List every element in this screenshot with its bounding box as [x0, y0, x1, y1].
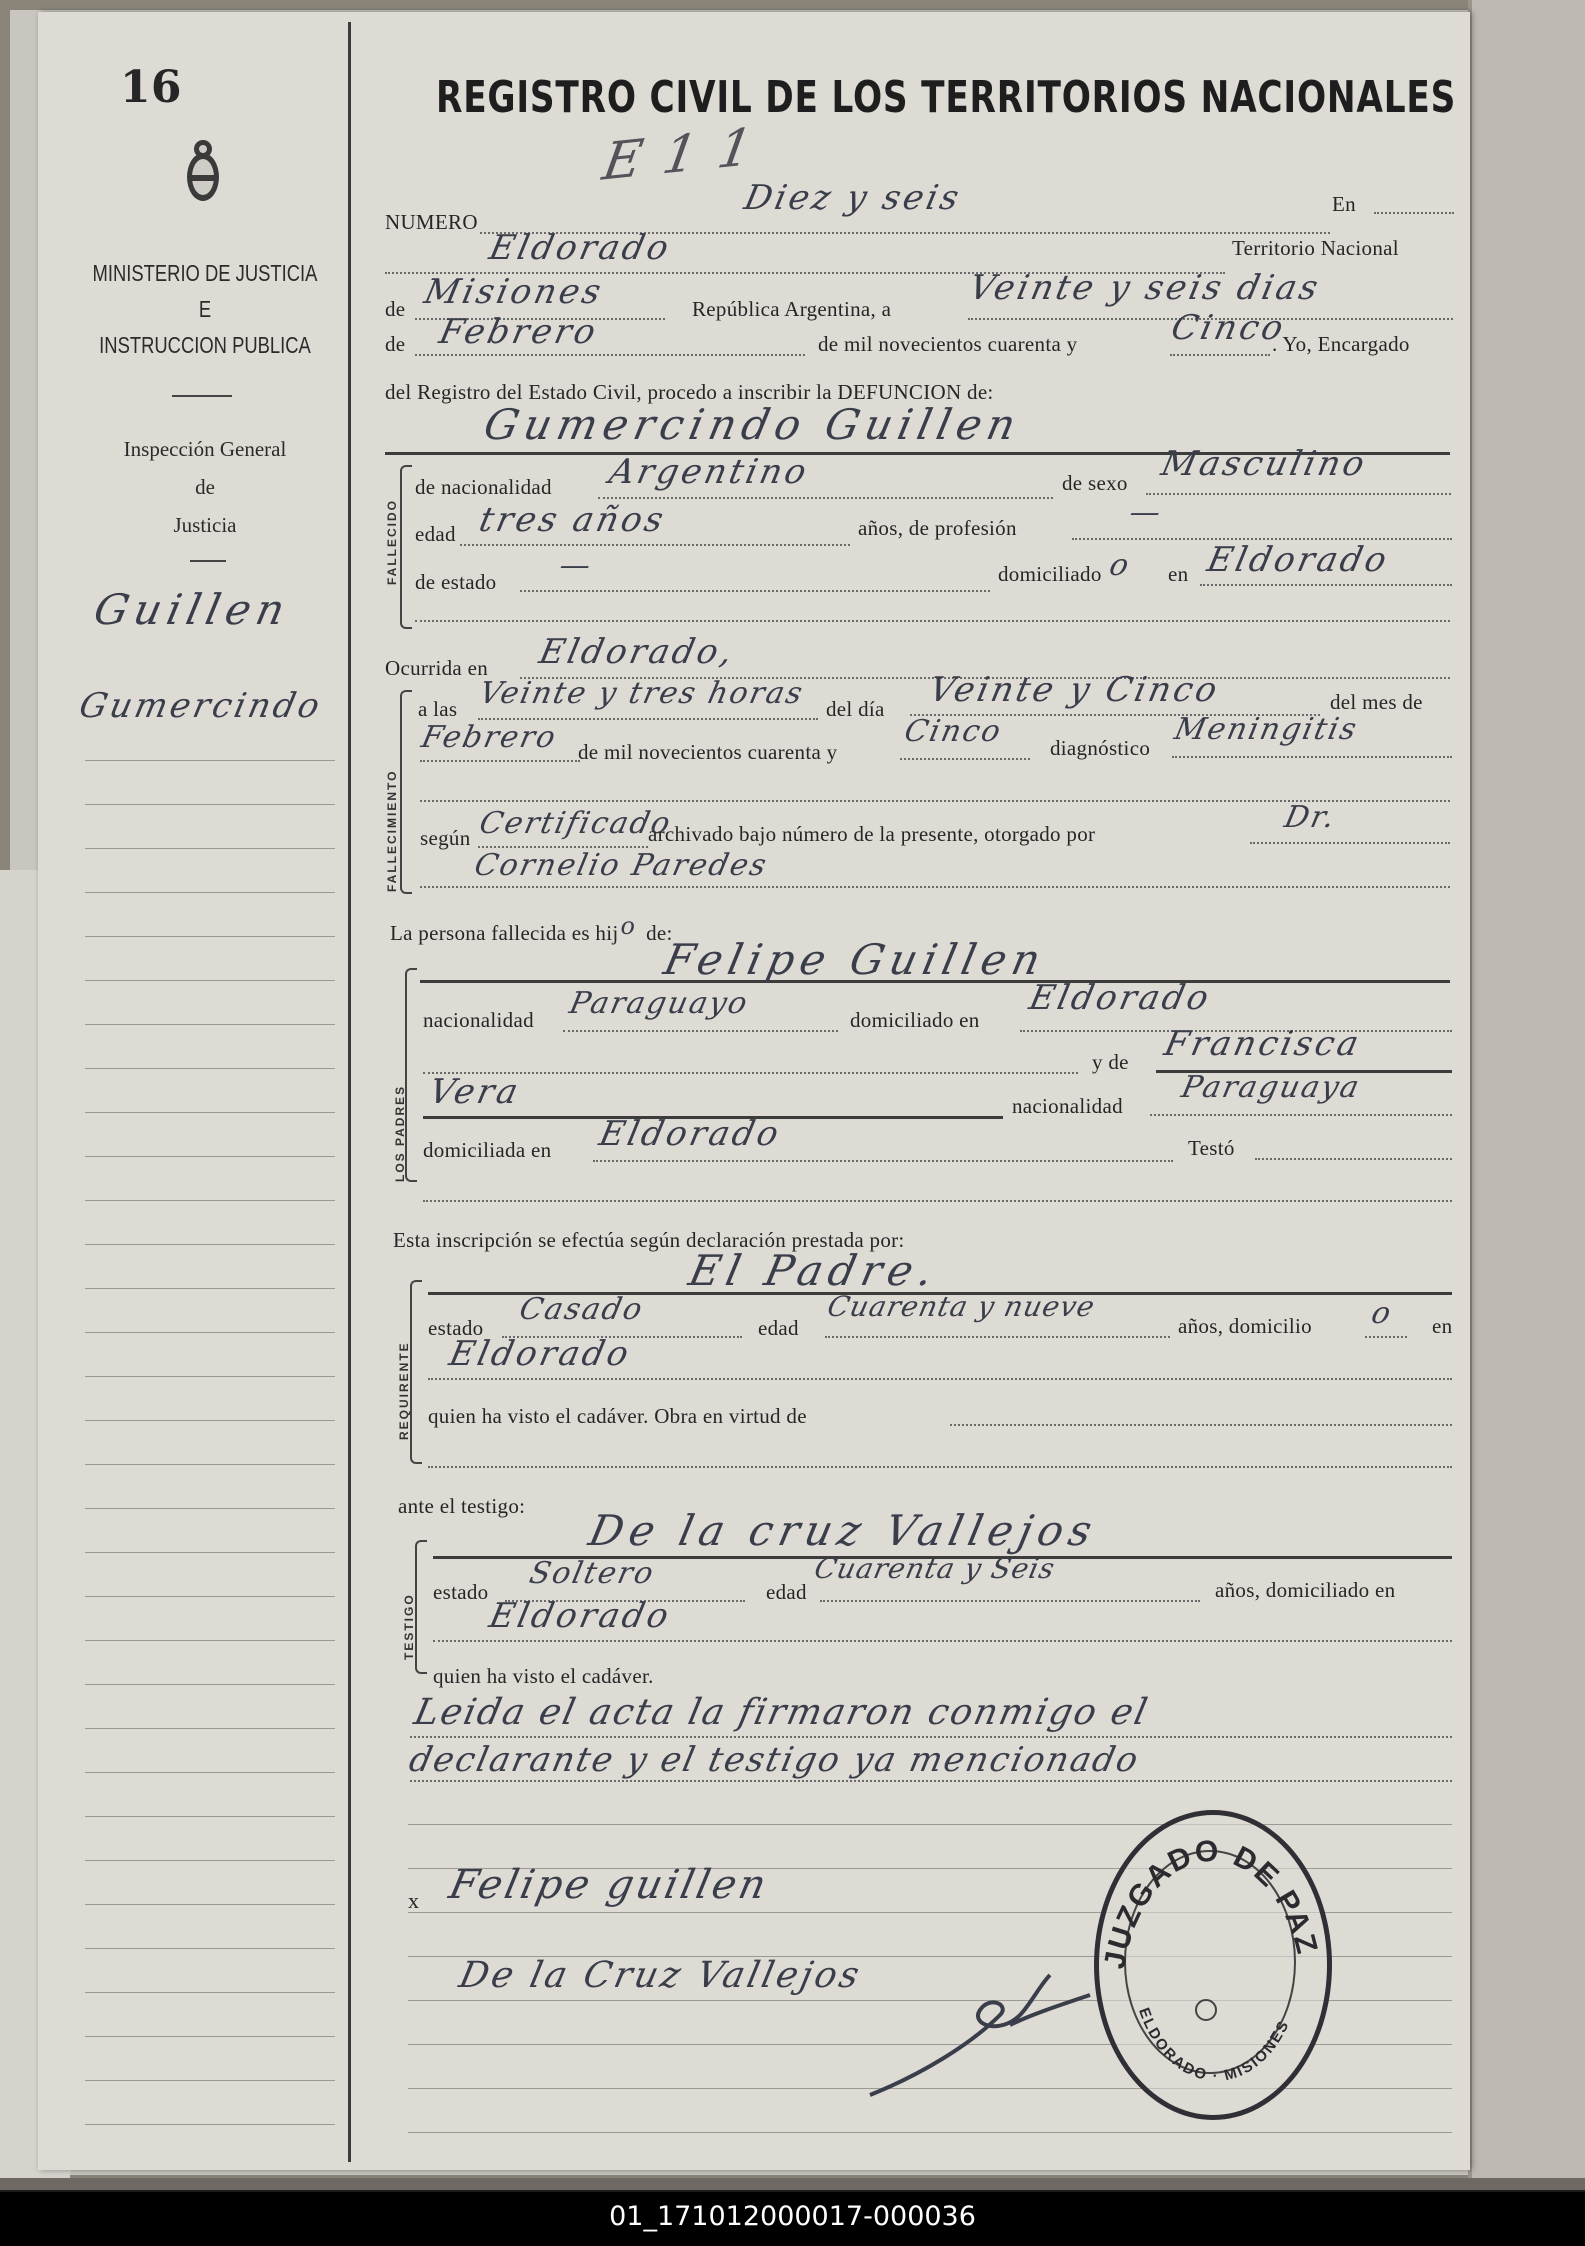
blank-line — [598, 497, 1053, 499]
signature-mark: x — [408, 1888, 420, 1913]
declarant-domicile: Eldorado — [445, 1334, 635, 1374]
margin-rule-line — [85, 1112, 335, 1113]
margin-rule-line — [85, 1024, 335, 1025]
numero-value: Diez y seis — [740, 178, 966, 218]
margin-rule-line — [85, 980, 335, 981]
territory: Misiones — [420, 272, 608, 312]
inspection-line-3: Justicia — [173, 513, 237, 537]
doctor-prefix: Dr. — [1281, 800, 1340, 835]
year-label: de mil novecientos cuarenta y — [818, 332, 1078, 356]
margin-rule-line — [85, 1552, 335, 1553]
month-prefix: de — [385, 332, 406, 356]
en-label: En — [1332, 192, 1356, 216]
blank-line — [423, 1200, 1452, 1202]
blank-line — [433, 1640, 1452, 1642]
madre-nacionalidad-label: nacionalidad — [1012, 1094, 1123, 1118]
en-label-2: en — [1168, 562, 1189, 586]
doctor-name: Cornelio Paredes — [471, 848, 772, 883]
margin-rule-line — [85, 804, 335, 805]
ocurrida-label: Ocurrida en — [385, 656, 488, 680]
registrar-signature — [860, 1955, 1120, 2105]
nacionalidad-label: de nacionalidad — [415, 475, 552, 499]
death-place: Eldorado, — [535, 632, 739, 672]
blank-line — [428, 1466, 1452, 1468]
witness-age: Cuarenta y Seis — [811, 1552, 1059, 1585]
margin-rule-line — [85, 1728, 335, 1729]
father-nationality: Paraguayo — [566, 986, 753, 1021]
margin-surname: Guillen — [89, 585, 296, 634]
blank-line — [900, 758, 1030, 760]
test-anos-label: años, domiciliado en — [1215, 1578, 1396, 1602]
margin-rule-line — [85, 1156, 335, 1157]
deceased-nationality: Argentino — [605, 452, 813, 492]
edad-label: edad — [415, 522, 456, 546]
blank-line — [820, 1600, 1200, 1602]
mother-name: Francisca — [1160, 1024, 1365, 1064]
archivado-label: archivado bajo número de la presente, otorgado por — [648, 822, 1096, 846]
declarant-status: Casado — [516, 1292, 648, 1327]
anio-label: de mil novecientos cuarenta y — [578, 740, 838, 764]
margin-rule-line — [85, 1596, 335, 1597]
mes-label: del mes de — [1330, 690, 1423, 714]
mother-surname: Vera — [425, 1072, 525, 1112]
father-name: Felipe Guillen — [659, 935, 1051, 984]
inspection-line-2: de — [195, 475, 215, 499]
blank-line — [1250, 842, 1450, 844]
blank-line — [410, 1780, 1452, 1782]
padre-nacionalidad-label: nacionalidad — [423, 1008, 534, 1032]
margin-rule-line — [85, 1904, 335, 1905]
blank-line — [1374, 212, 1454, 214]
book-bottom-edge — [0, 2178, 1585, 2190]
test-cadaver-label: quien ha visto el cadáver. — [433, 1664, 654, 1688]
margin-rule-line — [85, 1288, 335, 1289]
mother-nationality: Paraguaya — [1178, 1070, 1364, 1105]
territorio-label: Territorio Nacional — [1232, 236, 1399, 260]
testo-label: Testó — [1188, 1136, 1235, 1160]
segun-label: según — [420, 826, 471, 850]
closing-line-1: Leida el acta la firmaron conmigo el — [410, 1692, 1153, 1733]
domiciliada-label: domiciliada en — [423, 1138, 552, 1162]
witness-status: Soltero — [526, 1556, 659, 1591]
test-edad-label: edad — [766, 1580, 807, 1604]
margin-rule-line — [85, 1244, 335, 1245]
blank-line — [415, 354, 805, 356]
blank-line — [1170, 354, 1270, 356]
estado-label: de estado — [415, 570, 497, 594]
blank-line — [1150, 1114, 1452, 1116]
month: Febrero — [435, 312, 602, 352]
blank-line — [950, 1424, 1452, 1426]
section-label-testigo: TESTIGO — [402, 1593, 416, 1660]
divider — [190, 560, 226, 562]
section-bracket — [400, 690, 412, 894]
blank-line — [1255, 1158, 1452, 1160]
req-cadaver-label: quien ha visto el cadáver. Obra en virtud de — [428, 1404, 807, 1428]
page-title: REGISTRO CIVIL DE LOS TERRITORIOS NACIONALES — [436, 72, 1457, 123]
hijo-suffix: o — [620, 912, 637, 940]
margin-rule-line — [85, 2036, 335, 2037]
domicilio-num: o — [1106, 548, 1134, 583]
ministry-line-2: E — [198, 296, 212, 322]
section-bracket — [415, 1540, 427, 1674]
witness-domicile: Eldorado — [485, 1596, 675, 1636]
inspection-heading — [55, 430, 355, 544]
margin-rule-line — [85, 848, 335, 849]
death-year: Cinco — [901, 714, 1006, 749]
req-edad-label: edad — [758, 1316, 799, 1340]
margin-rule-line — [85, 1464, 335, 1465]
req-en-label: en — [1432, 1314, 1453, 1338]
deceased-sex: Masculino — [1157, 444, 1371, 484]
page-number: 16 — [120, 62, 182, 113]
declarant-age: Cuarenta y nueve — [824, 1290, 1099, 1323]
blank-line — [1146, 493, 1451, 495]
margin-rule-line — [85, 1816, 335, 1817]
margin-rule-line — [85, 1860, 335, 1861]
section-label-fallecido: FALLECIDO — [385, 499, 399, 585]
ministry-line-3: INSTRUCCION PUBLICA — [99, 332, 311, 358]
deceased-domicile: Eldorado — [1203, 540, 1393, 580]
locality: Eldorado — [485, 228, 675, 268]
y-de-label: y de — [1092, 1050, 1129, 1074]
numero-label: NUMERO — [385, 210, 478, 234]
dia-label: del día — [826, 697, 885, 721]
closing-line-2: declarante y el testigo ya mencionado — [405, 1740, 1144, 1780]
padre-domiciliado-label: domiciliado en — [850, 1008, 980, 1032]
coat-of-arms-icon — [180, 135, 226, 205]
signature-rule-line — [408, 2132, 1452, 2133]
deceased-name: Gumercindo Guillen — [479, 400, 1026, 449]
blank-line — [1365, 1336, 1407, 1338]
blank-line — [1172, 756, 1452, 758]
republica-label: República Argentina, a — [692, 297, 892, 321]
margin-rule-line — [85, 1640, 335, 1641]
signature-father: Felipe guillen — [445, 1862, 773, 1908]
margin-rule-line — [85, 2080, 335, 2081]
margin-rule-line — [85, 1200, 335, 1201]
ministry-line-1: MINISTERIO DE JUSTICIA — [92, 260, 318, 286]
death-month: Febrero — [418, 720, 561, 755]
svg-text:ELDORADO · MISIONES — [1135, 2006, 1293, 2085]
stamp-bottom-text: ELDORADO · MISIONES — [1135, 2005, 1294, 2085]
encargado-label: . Yo, Encargado — [1272, 332, 1410, 356]
hijo-label: La persona fallecida es hijo de: — [390, 912, 673, 945]
declarant: El Padre. — [684, 1246, 944, 1295]
year-value: Cinco — [1167, 308, 1290, 348]
sexo-label: de sexo — [1062, 471, 1128, 495]
civil-status: — — [556, 548, 596, 583]
margin-rule-line — [85, 1948, 335, 1949]
blank-line — [563, 1030, 838, 1032]
section-label-padres: LOS PADRES — [393, 1084, 407, 1182]
blank-line — [420, 886, 1450, 888]
blank-line — [428, 1378, 1452, 1380]
blank-line — [415, 620, 1450, 622]
registro-label: del Registro del Estado Civil, procedo a inscribir la DEFUNCION de: — [385, 380, 994, 404]
margin-rule-line — [85, 936, 335, 937]
ministry-heading — [85, 255, 325, 363]
de-label: de — [385, 297, 406, 321]
page-edge — [1468, 0, 1585, 2190]
blank-line — [410, 1736, 1452, 1738]
margin-rule-line — [85, 1420, 335, 1421]
blank-line — [593, 1160, 1173, 1162]
requirente-intro: Esta inscripción se efectúa según declaración prestada por: — [393, 1228, 905, 1252]
margin-rule-line — [85, 1772, 335, 1773]
death-hour: Veinte y tres horas — [476, 676, 808, 711]
profession: — — [1126, 495, 1166, 530]
section-bracket — [400, 465, 412, 629]
domicilio-label: domiciliado — [998, 562, 1102, 586]
divider — [172, 395, 232, 397]
blank-line — [520, 590, 990, 592]
testigo-intro: ante el testigo: — [398, 1494, 526, 1518]
image-caption: 01_171012000017-000036 — [0, 2192, 1585, 2246]
req-anos-label: años, domicilio — [1178, 1314, 1312, 1338]
signature-witness: De la Cruz Vallejos — [455, 1955, 866, 1996]
witness-name: De la cruz Vallejos — [584, 1506, 1103, 1555]
inspection-line-1: Inspección General — [123, 437, 287, 461]
svg-text:JUZGADO DE PAZ — [1098, 1835, 1324, 1972]
day: Veinte y seis dias — [965, 268, 1325, 308]
section-label-requirente: REQUIRENTE — [397, 1341, 411, 1440]
certificate: Certificado — [476, 806, 676, 841]
margin-rule-line — [85, 1376, 335, 1377]
margin-rule-line — [85, 2124, 335, 2125]
mother-domicile: Eldorado — [595, 1114, 785, 1154]
diagnosis: Meningitis — [1171, 712, 1362, 747]
margin-given-name: Gumercindo — [75, 686, 326, 726]
section-bracket — [410, 1280, 422, 1464]
stamp-top-text: JUZGADO DE PAZ — [1098, 1834, 1324, 1972]
margin-rule-line — [85, 1332, 335, 1333]
death-day: Veinte y Cinco — [925, 670, 1224, 710]
test-estado-label: estado — [433, 1580, 489, 1604]
blank-line — [1200, 584, 1452, 586]
diagnostico-label: diagnóstico — [1050, 736, 1151, 760]
margin-rule-line — [85, 892, 335, 893]
margin-rule-line — [85, 1068, 335, 1069]
blank-line — [825, 1336, 1170, 1338]
margin-rule-line — [85, 1508, 335, 1509]
margin-rule-line — [85, 1684, 335, 1685]
blank-line — [420, 760, 580, 762]
section-label-fallecimiento: FALLECIMIENTO — [385, 769, 399, 892]
margin-rule-line — [85, 760, 335, 761]
hora-label: a las — [418, 697, 458, 721]
anos-label: años, de profesión — [858, 516, 1017, 540]
numero-overwrite: E 1 1 — [598, 117, 759, 193]
deceased-age: tres años — [475, 500, 670, 540]
court-stamp-text — [1094, 1810, 1334, 2120]
req-domicilio-num: o — [1368, 1296, 1396, 1331]
req-estado-label: estado — [428, 1316, 484, 1340]
margin-rule-line — [85, 1992, 335, 1993]
blank-line — [460, 544, 850, 546]
father-domicile: Eldorado — [1025, 978, 1215, 1018]
